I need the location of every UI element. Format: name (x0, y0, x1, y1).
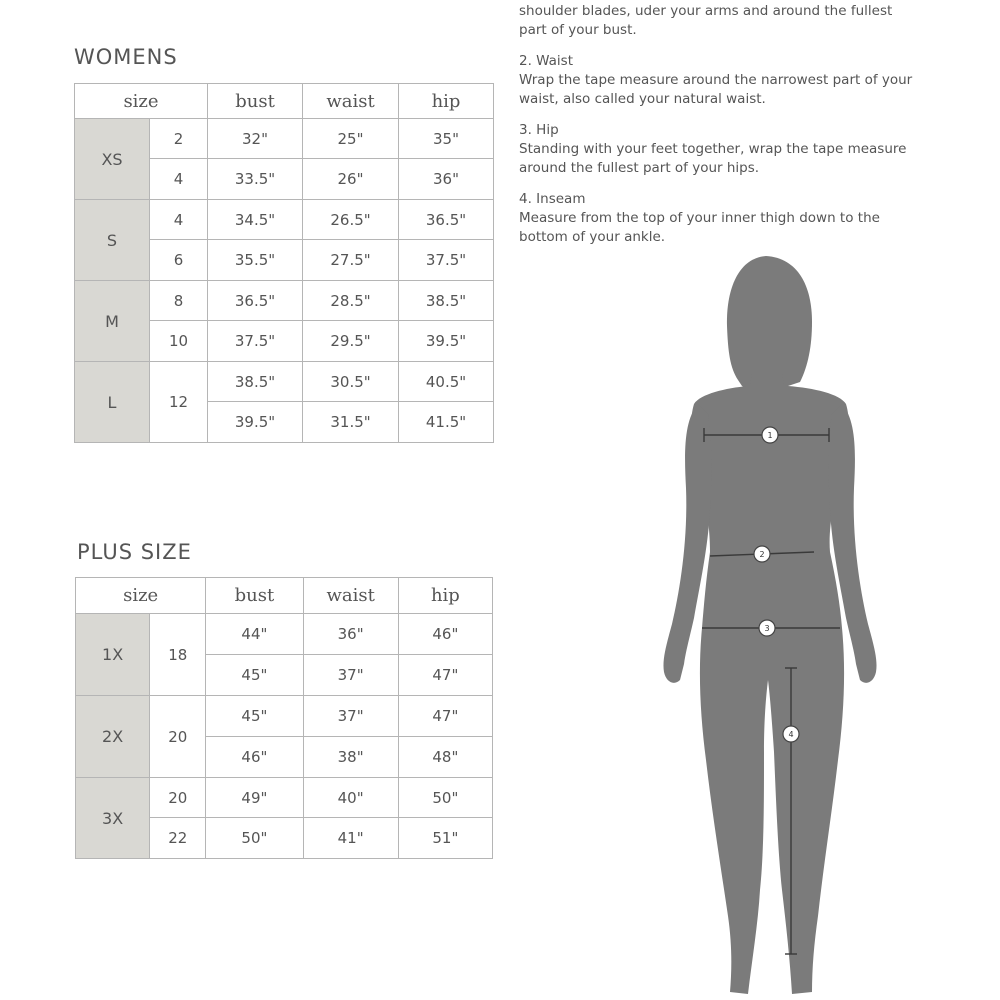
plus-size-heading: PLUS SIZE (77, 540, 192, 564)
waist-value: 27.5" (303, 240, 399, 281)
waist-value: 31.5" (303, 402, 399, 443)
marker-label: 4 (788, 730, 794, 739)
marker-label: 1 (767, 431, 773, 440)
waist-value: 26.5" (303, 200, 399, 240)
header-bust: bust (208, 84, 303, 119)
hip-value: 51" (398, 818, 492, 859)
hip-value: 35" (399, 119, 494, 159)
bust-value: 33.5" (208, 159, 303, 200)
hip-value: 36" (399, 159, 494, 200)
size-number: 10 (150, 321, 208, 362)
waist-value: 41" (303, 818, 398, 859)
size-number: 6 (150, 240, 208, 281)
marker-label: 2 (759, 550, 765, 559)
size-number: 20 (150, 778, 206, 818)
waist-instruction-text: Wrap the tape measure around the narrowest part of your waist, also called your natural waist. (519, 72, 913, 107)
waist-value: 37" (303, 655, 398, 696)
size-number: 8 (150, 281, 208, 321)
hip-value: 47" (398, 696, 492, 737)
header-hip: hip (399, 84, 494, 119)
waist-instruction-title: 2. Waist (519, 53, 574, 69)
waist-value: 38" (303, 737, 398, 778)
size-number: 2 (150, 119, 208, 159)
header-size: size (75, 84, 208, 119)
hip-value: 37.5" (399, 240, 494, 281)
hip-instruction-text: Standing with your feet together, wrap the tape measure around the fullest part of your hips. (519, 141, 907, 176)
size-label: XS (75, 119, 150, 200)
bust-value: 46" (206, 737, 303, 778)
hip-marker-icon (759, 620, 775, 636)
waist-value: 29.5" (303, 321, 399, 362)
size-number: 22 (150, 818, 206, 859)
marker-label: 3 (764, 624, 770, 633)
hip-value: 46" (398, 614, 492, 655)
size-number: 4 (150, 200, 208, 240)
waist-value: 28.5" (303, 281, 399, 321)
bust-value: 44" (206, 614, 303, 655)
bust-value: 38.5" (208, 362, 303, 402)
header-waist: waist (303, 84, 399, 119)
inseam-instruction-title: 4. Inseam (519, 191, 586, 207)
hip-value: 50" (398, 778, 492, 818)
bust-value: 35.5" (208, 240, 303, 281)
size-label: M (75, 281, 150, 362)
hip-value: 47" (398, 655, 492, 696)
size-number: 12 (150, 362, 208, 443)
waist-value: 30.5" (303, 362, 399, 402)
bust-value: 34.5" (208, 200, 303, 240)
bust-marker-icon (762, 427, 778, 443)
bust-value: 37.5" (208, 321, 303, 362)
waist-marker-icon (754, 546, 770, 562)
hip-instruction-title: 3. Hip (519, 122, 559, 138)
bust-value: 39.5" (208, 402, 303, 443)
size-number: 20 (150, 696, 206, 778)
inseam-instruction-text: Measure from the top of your inner thigh down to the bottom of your ankle. (519, 210, 880, 245)
hip-value: 41.5" (399, 402, 494, 443)
waist-value: 40" (303, 778, 398, 818)
inseam-marker-icon (783, 726, 799, 742)
size-label: L (75, 362, 150, 443)
bust-value: 49" (206, 778, 303, 818)
waist-value: 37" (303, 696, 398, 737)
waist-value: 25" (303, 119, 399, 159)
hip-value: 39.5" (399, 321, 494, 362)
hip-value: 38.5" (399, 281, 494, 321)
bust-value: 32" (208, 119, 303, 159)
size-label: S (75, 200, 150, 281)
bust-value: 50" (206, 818, 303, 859)
hip-value: 48" (398, 737, 492, 778)
header-hip: hip (398, 578, 492, 614)
waist-value: 36" (303, 614, 398, 655)
bust-value: 45" (206, 696, 303, 737)
bust-instruction-text: shoulder blades, uder your arms and around the fullest part of your bust. (519, 3, 893, 38)
header-bust: bust (206, 578, 303, 614)
header-waist: waist (303, 578, 398, 614)
header-size: size (76, 578, 206, 614)
size-number: 4 (150, 159, 208, 200)
bust-value: 45" (206, 655, 303, 696)
womens-heading: WOMENS (74, 45, 178, 69)
size-label: 3X (76, 778, 150, 859)
size-label: 1X (76, 614, 150, 696)
size-label: 2X (76, 696, 150, 778)
waist-value: 26" (303, 159, 399, 200)
hip-value: 36.5" (399, 200, 494, 240)
hip-value: 40.5" (399, 362, 494, 402)
bust-value: 36.5" (208, 281, 303, 321)
size-number: 18 (150, 614, 206, 696)
